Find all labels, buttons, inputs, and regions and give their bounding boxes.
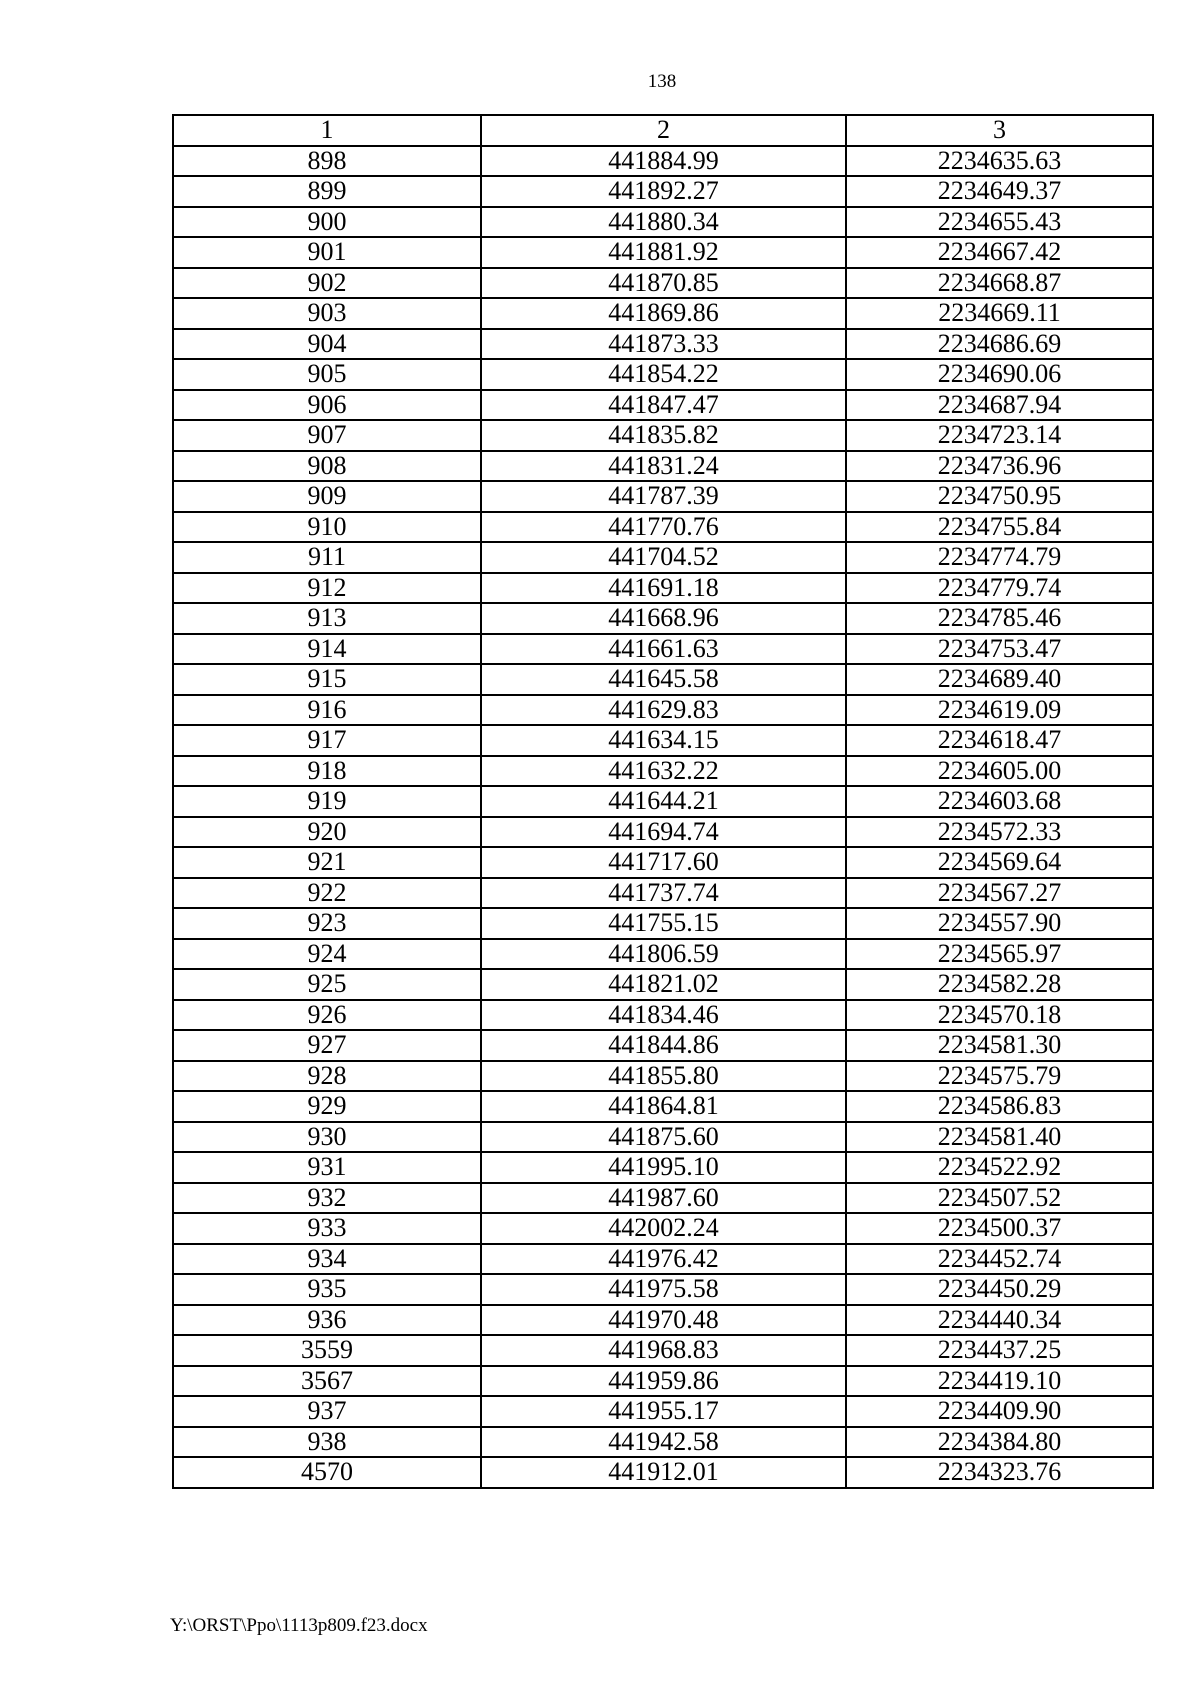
y-coordinate-cell: 2234586.83: [846, 1091, 1153, 1122]
y-coordinate-cell: 2234750.95: [846, 481, 1153, 512]
footer-file-path: Y:\ORST\Ppo\1113p809.f23.docx: [170, 1615, 428, 1636]
y-coordinate-cell: 2234581.30: [846, 1030, 1153, 1061]
table-row: [173, 542, 1153, 573]
y-coordinate-cell: 2234785.46: [846, 603, 1153, 634]
y-coordinate-cell: 2234581.40: [846, 1122, 1153, 1153]
table-row: [173, 237, 1153, 268]
table-row: [173, 1183, 1153, 1214]
table-row: [173, 176, 1153, 207]
x-coordinate-cell: 441694.74: [481, 817, 846, 848]
x-coordinate-cell: 441806.59: [481, 939, 846, 970]
y-coordinate-cell: 2234774.79: [846, 542, 1153, 573]
point-number-cell: 927: [173, 1030, 481, 1061]
y-coordinate-cell: 2234619.09: [846, 695, 1153, 726]
header-row: [173, 115, 1153, 146]
table-row: [173, 817, 1153, 848]
y-coordinate-cell: 2234779.74: [846, 573, 1153, 604]
x-coordinate-cell: 441959.86: [481, 1366, 846, 1397]
table-row: [173, 1091, 1153, 1122]
table-row: [173, 390, 1153, 421]
point-number-cell: 920: [173, 817, 481, 848]
point-number-cell: 928: [173, 1061, 481, 1092]
x-coordinate-cell: 441629.83: [481, 695, 846, 726]
table-row: [173, 573, 1153, 604]
point-number-cell: 910: [173, 512, 481, 543]
y-coordinate-cell: 2234689.40: [846, 664, 1153, 695]
x-coordinate-cell: 441968.83: [481, 1335, 846, 1366]
point-number-cell: 903: [173, 298, 481, 329]
table-row: [173, 298, 1153, 329]
x-coordinate-cell: 441755.15: [481, 908, 846, 939]
point-number-cell: 931: [173, 1152, 481, 1183]
y-coordinate-cell: 2234567.27: [846, 878, 1153, 909]
table-row: [173, 939, 1153, 970]
x-coordinate-cell: 441831.24: [481, 451, 846, 482]
point-number-cell: 906: [173, 390, 481, 421]
x-coordinate-cell: 441834.46: [481, 1000, 846, 1031]
y-coordinate-cell: 2234668.87: [846, 268, 1153, 299]
point-number-cell: 926: [173, 1000, 481, 1031]
table-row: [173, 268, 1153, 299]
point-number-cell: 907: [173, 420, 481, 451]
y-coordinate-cell: 2234419.10: [846, 1366, 1153, 1397]
y-coordinate-cell: 2234667.42: [846, 237, 1153, 268]
x-coordinate-cell: 441987.60: [481, 1183, 846, 1214]
point-number-cell: 936: [173, 1305, 481, 1336]
point-number-cell: 901: [173, 237, 481, 268]
table-row: [173, 359, 1153, 390]
y-coordinate-cell: 2234565.97: [846, 939, 1153, 970]
x-coordinate-cell: 441875.60: [481, 1122, 846, 1153]
table-row: [173, 908, 1153, 939]
point-number-cell: 925: [173, 969, 481, 1000]
y-coordinate-cell: 2234686.69: [846, 329, 1153, 360]
x-coordinate-cell: 441661.63: [481, 634, 846, 665]
x-coordinate-cell: 441884.99: [481, 146, 846, 177]
point-number-cell: 914: [173, 634, 481, 665]
y-coordinate-cell: 2234557.90: [846, 908, 1153, 939]
table-row: [173, 634, 1153, 665]
table-row: [173, 756, 1153, 787]
point-number-cell: 930: [173, 1122, 481, 1153]
table-row: [173, 1274, 1153, 1305]
x-coordinate-cell: 441634.15: [481, 725, 846, 756]
y-coordinate-cell: 2234440.34: [846, 1305, 1153, 1336]
point-number-cell: 938: [173, 1427, 481, 1458]
page-number: 138: [647, 71, 677, 92]
point-number-cell: 899: [173, 176, 481, 207]
point-number-cell: 3559: [173, 1335, 481, 1366]
table-row: [173, 1122, 1153, 1153]
y-coordinate-cell: 2234635.63: [846, 146, 1153, 177]
y-coordinate-cell: 2234569.64: [846, 847, 1153, 878]
point-number-cell: 905: [173, 359, 481, 390]
header-cell-3: 3: [846, 115, 1153, 146]
table-row: [173, 512, 1153, 543]
x-coordinate-cell: 441869.86: [481, 298, 846, 329]
x-coordinate-cell: 441770.76: [481, 512, 846, 543]
y-coordinate-cell: 2234736.96: [846, 451, 1153, 482]
point-number-cell: 929: [173, 1091, 481, 1122]
x-coordinate-cell: 441668.96: [481, 603, 846, 634]
point-number-cell: 912: [173, 573, 481, 604]
y-coordinate-cell: 2234723.14: [846, 420, 1153, 451]
y-coordinate-cell: 2234572.33: [846, 817, 1153, 848]
table-row: [173, 664, 1153, 695]
point-number-cell: 932: [173, 1183, 481, 1214]
table-row: [173, 603, 1153, 634]
x-coordinate-cell: 441691.18: [481, 573, 846, 604]
point-number-cell: 900: [173, 207, 481, 238]
x-coordinate-cell: 441821.02: [481, 969, 846, 1000]
x-coordinate-cell: 442002.24: [481, 1213, 846, 1244]
point-number-cell: 915: [173, 664, 481, 695]
table-row: [173, 451, 1153, 482]
table-row: [173, 420, 1153, 451]
point-number-cell: 935: [173, 1274, 481, 1305]
point-number-cell: 918: [173, 756, 481, 787]
y-coordinate-cell: 2234605.00: [846, 756, 1153, 787]
y-coordinate-cell: 2234452.74: [846, 1244, 1153, 1275]
y-coordinate-cell: 2234384.80: [846, 1427, 1153, 1458]
y-coordinate-cell: 2234753.47: [846, 634, 1153, 665]
x-coordinate-cell: 441892.27: [481, 176, 846, 207]
x-coordinate-cell: 441632.22: [481, 756, 846, 787]
table-row: [173, 847, 1153, 878]
point-number-cell: 917: [173, 725, 481, 756]
table-row: [173, 1213, 1153, 1244]
point-number-cell: 913: [173, 603, 481, 634]
x-coordinate-cell: 441835.82: [481, 420, 846, 451]
x-coordinate-cell: 441880.34: [481, 207, 846, 238]
x-coordinate-cell: 441737.74: [481, 878, 846, 909]
table-row: [173, 1396, 1153, 1427]
y-coordinate-cell: 2234522.92: [846, 1152, 1153, 1183]
point-number-cell: 923: [173, 908, 481, 939]
y-coordinate-cell: 2234570.18: [846, 1000, 1153, 1031]
x-coordinate-cell: 441995.10: [481, 1152, 846, 1183]
y-coordinate-cell: 2234649.37: [846, 176, 1153, 207]
x-coordinate-cell: 441787.39: [481, 481, 846, 512]
y-coordinate-cell: 2234323.76: [846, 1457, 1153, 1488]
table-row: [173, 1335, 1153, 1366]
point-number-cell: 909: [173, 481, 481, 512]
table-row: [173, 1030, 1153, 1061]
table-row: [173, 1366, 1153, 1397]
x-coordinate-cell: 441881.92: [481, 237, 846, 268]
point-number-cell: 898: [173, 146, 481, 177]
y-coordinate-cell: 2234618.47: [846, 725, 1153, 756]
y-coordinate-cell: 2234450.29: [846, 1274, 1153, 1305]
table-row: [173, 695, 1153, 726]
x-coordinate-cell: 441717.60: [481, 847, 846, 878]
x-coordinate-cell: 441873.33: [481, 329, 846, 360]
table-row: [173, 1427, 1153, 1458]
x-coordinate-cell: 441644.21: [481, 786, 846, 817]
table-header: [173, 115, 1153, 146]
table-row: [173, 1305, 1153, 1336]
point-number-cell: 3567: [173, 1366, 481, 1397]
y-coordinate-cell: 2234755.84: [846, 512, 1153, 543]
x-coordinate-cell: 441645.58: [481, 664, 846, 695]
table-row: [173, 481, 1153, 512]
x-coordinate-cell: 441704.52: [481, 542, 846, 573]
point-number-cell: 933: [173, 1213, 481, 1244]
y-coordinate-cell: 2234575.79: [846, 1061, 1153, 1092]
y-coordinate-cell: 2234582.28: [846, 969, 1153, 1000]
point-number-cell: 937: [173, 1396, 481, 1427]
y-coordinate-cell: 2234507.52: [846, 1183, 1153, 1214]
x-coordinate-cell: 441975.58: [481, 1274, 846, 1305]
x-coordinate-cell: 441844.86: [481, 1030, 846, 1061]
y-coordinate-cell: 2234409.90: [846, 1396, 1153, 1427]
table-row: [173, 207, 1153, 238]
x-coordinate-cell: 441970.48: [481, 1305, 846, 1336]
point-number-cell: 924: [173, 939, 481, 970]
point-number-cell: 922: [173, 878, 481, 909]
point-number-cell: 934: [173, 1244, 481, 1275]
x-coordinate-cell: 441855.80: [481, 1061, 846, 1092]
point-number-cell: 904: [173, 329, 481, 360]
header-cell-2: 2: [481, 115, 846, 146]
x-coordinate-cell: 441942.58: [481, 1427, 846, 1458]
point-number-cell: 911: [173, 542, 481, 573]
point-number-cell: 919: [173, 786, 481, 817]
table-body: [173, 146, 1153, 1488]
y-coordinate-cell: 2234687.94: [846, 390, 1153, 421]
table-row: [173, 1000, 1153, 1031]
table-row: [173, 725, 1153, 756]
table-row: [173, 878, 1153, 909]
y-coordinate-cell: 2234603.68: [846, 786, 1153, 817]
point-number-cell: 916: [173, 695, 481, 726]
point-number-cell: 4570: [173, 1457, 481, 1488]
x-coordinate-cell: 441870.85: [481, 268, 846, 299]
y-coordinate-cell: 2234655.43: [846, 207, 1153, 238]
table-row: [173, 1061, 1153, 1092]
table-row: [173, 146, 1153, 177]
x-coordinate-cell: 441864.81: [481, 1091, 846, 1122]
x-coordinate-cell: 441976.42: [481, 1244, 846, 1275]
point-number-cell: 908: [173, 451, 481, 482]
header-cell-1: 1: [173, 115, 481, 146]
y-coordinate-cell: 2234437.25: [846, 1335, 1153, 1366]
x-coordinate-cell: 441912.01: [481, 1457, 846, 1488]
point-number-cell: 902: [173, 268, 481, 299]
x-coordinate-cell: 441847.47: [481, 390, 846, 421]
coordinates-table: [172, 114, 1154, 1489]
table-row: [173, 329, 1153, 360]
table-row: [173, 1457, 1153, 1488]
x-coordinate-cell: 441854.22: [481, 359, 846, 390]
x-coordinate-cell: 441955.17: [481, 1396, 846, 1427]
y-coordinate-cell: 2234669.11: [846, 298, 1153, 329]
table-row: [173, 969, 1153, 1000]
table-row: [173, 786, 1153, 817]
table-row: [173, 1152, 1153, 1183]
point-number-cell: 921: [173, 847, 481, 878]
y-coordinate-cell: 2234500.37: [846, 1213, 1153, 1244]
table-row: [173, 1244, 1153, 1275]
y-coordinate-cell: 2234690.06: [846, 359, 1153, 390]
